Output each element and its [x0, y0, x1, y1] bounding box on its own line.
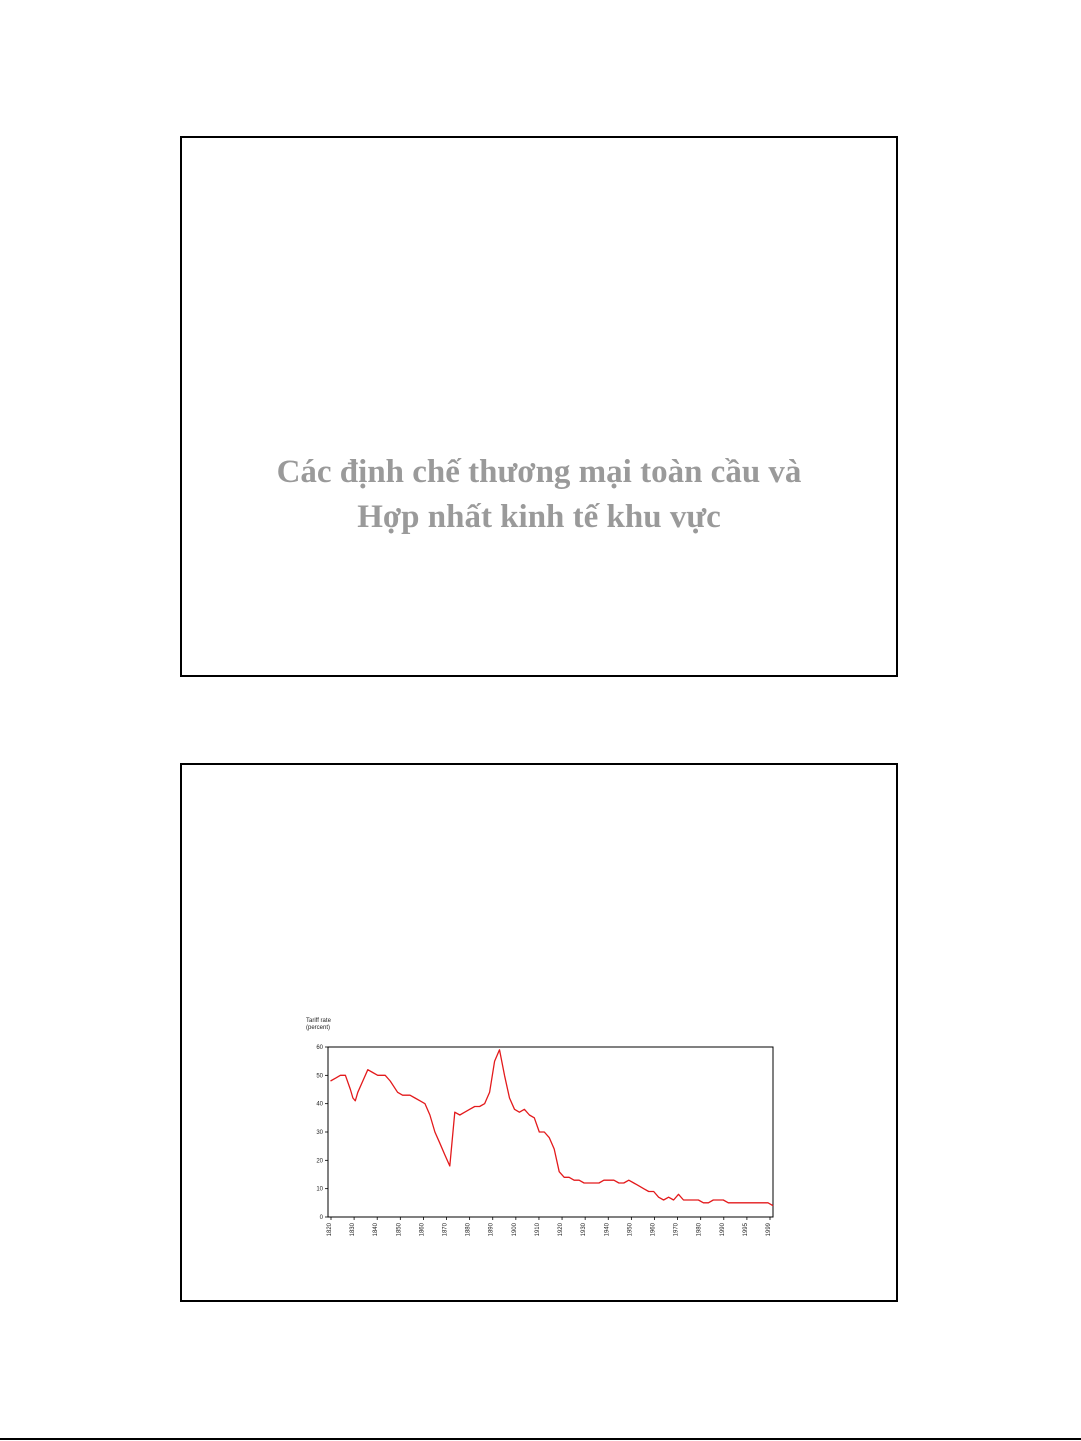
x-tick-label: 1820: [327, 1223, 333, 1237]
y-axis-label: Tariff rate: [306, 1018, 331, 1024]
x-tick-label: 1980: [696, 1223, 703, 1237]
x-tick-label: 1920: [558, 1223, 565, 1237]
slide-title-line-1: Các định chế thương mại toàn cầu và: [276, 454, 802, 490]
x-tick-label: 1880: [465, 1223, 472, 1237]
x-tick-label: 1990: [719, 1223, 726, 1237]
slide-2: [180, 763, 898, 1302]
y-tick-label: 0: [319, 1215, 323, 1221]
x-tick-label: 1890: [488, 1223, 495, 1237]
y-tick-label: 20: [316, 1158, 323, 1165]
x-tick-label: 1910: [534, 1223, 541, 1237]
x-tick-label: 1860: [419, 1223, 426, 1237]
x-tick-label: 1960: [650, 1223, 657, 1237]
x-tick-label: 1830: [350, 1223, 357, 1237]
x-tick-label: 1870: [442, 1223, 449, 1237]
y-tick-label: 50: [316, 1073, 323, 1080]
x-tick-label: 1950: [627, 1223, 634, 1237]
slide-title-line-2: Hợp nhất kinh tế khu vực: [357, 499, 721, 535]
x-tick-label: 1999: [766, 1223, 772, 1237]
tariff-line-chart: [298, 1013, 778, 1253]
y-axis-label: (percent): [306, 1025, 331, 1031]
slide-title: [182, 450, 896, 540]
page-bottom-rule: [0, 1438, 1081, 1440]
y-tick-label: 40: [316, 1101, 323, 1108]
y-tick-label: 10: [316, 1186, 323, 1193]
x-tick-label: 1930: [581, 1223, 588, 1237]
x-tick-label: 1850: [396, 1223, 403, 1237]
x-tick-label: 1995: [742, 1223, 749, 1237]
x-tick-label: 1900: [511, 1223, 518, 1237]
plot-frame: [328, 1047, 773, 1217]
x-tick-label: 1840: [373, 1223, 380, 1237]
slide-1: [180, 136, 898, 677]
y-tick-label: 60: [316, 1045, 323, 1051]
x-tick-label: 1970: [673, 1223, 680, 1237]
x-tick-label: 1940: [604, 1223, 611, 1237]
tariff-series-line: [331, 1050, 774, 1206]
y-tick-label: 30: [316, 1130, 323, 1136]
